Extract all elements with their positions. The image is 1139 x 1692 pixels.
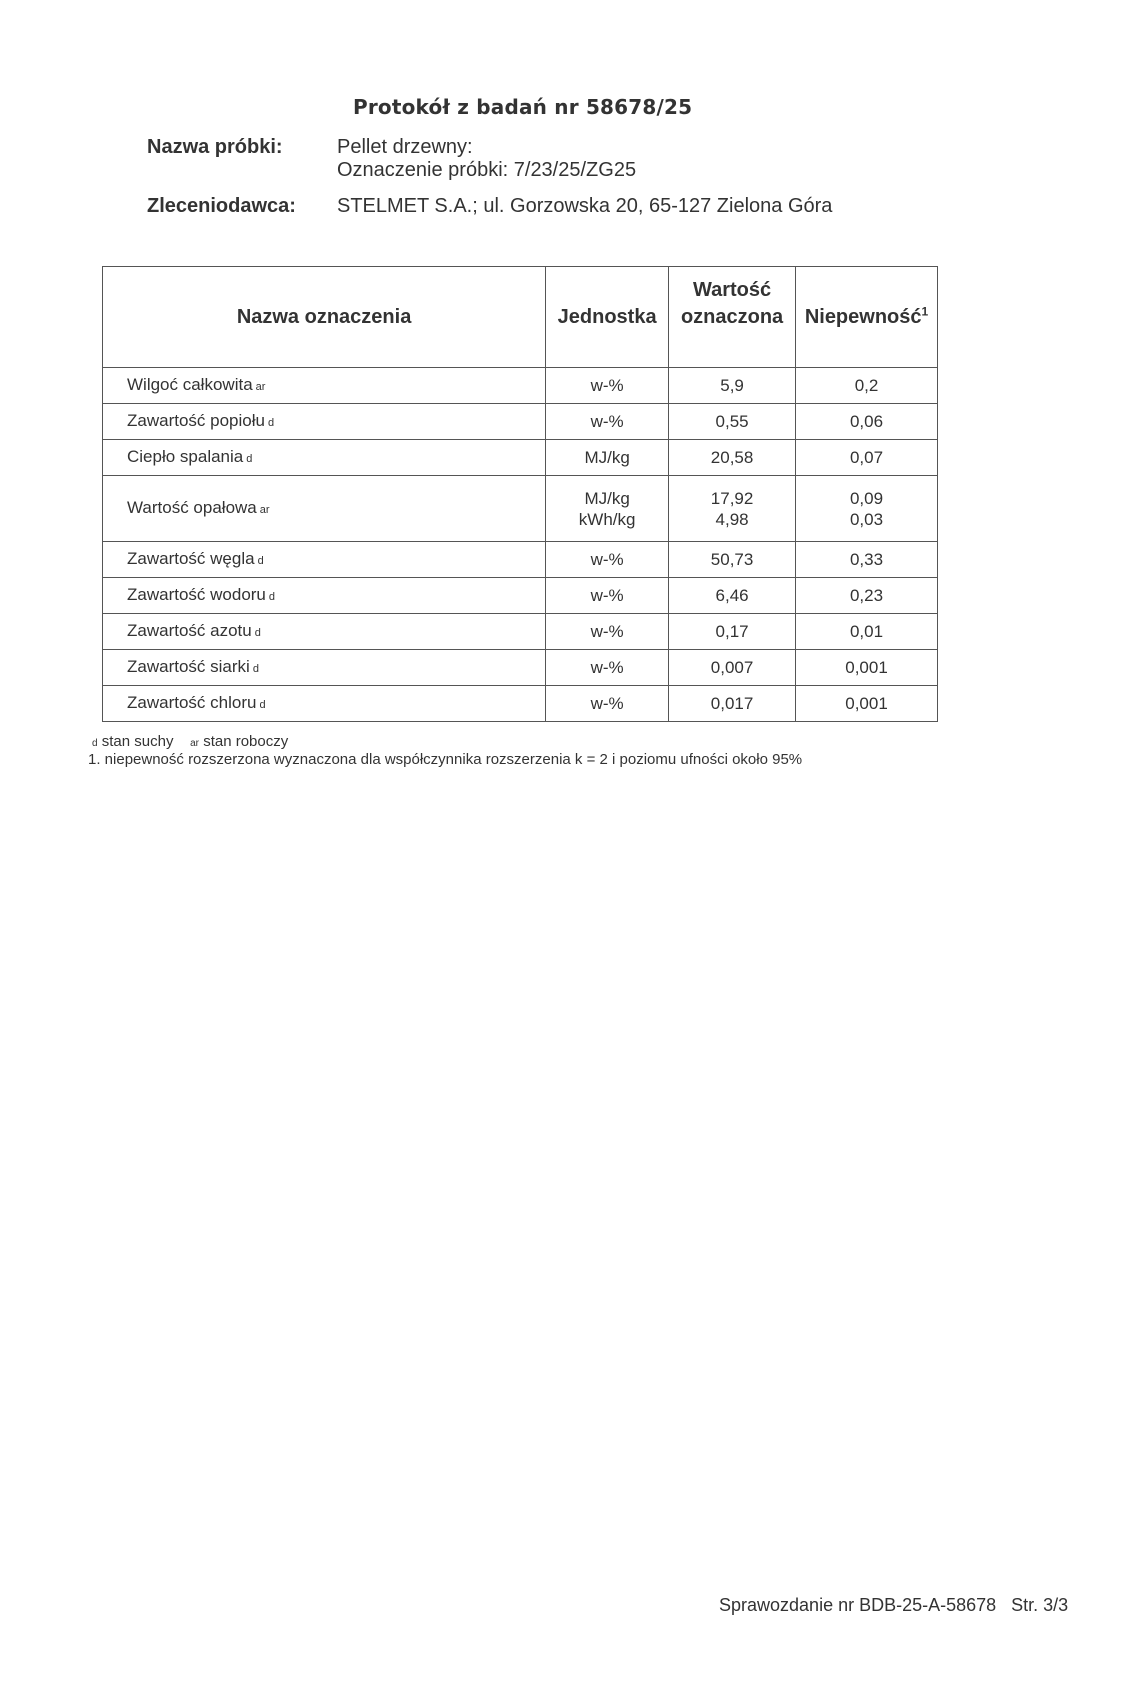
page-footer: Sprawozdanie nr BDB-25-A-58678 Str. 3/3 — [719, 1595, 1069, 1615]
table-row — [103, 368, 938, 404]
row-uncertainty: 0,2 — [796, 368, 938, 404]
row-uncertainty-line2: 0,03 — [849, 509, 884, 529]
legend-d-text: stan suchy — [101, 733, 174, 750]
row-name-sub: d — [252, 662, 259, 675]
uncertainty-footnote: 1. niepewność rozszerzona wyznaczona dla współczynnika rozszerzenia k = 2 i poziomu ufności około 95% — [88, 751, 803, 768]
table-header-row — [103, 267, 938, 368]
row-name-text: Zawartość wodoru — [127, 584, 266, 604]
row-name — [103, 650, 546, 686]
row-name — [103, 578, 546, 614]
row-unit: w-% — [546, 368, 669, 404]
row-name-sub: d — [246, 452, 253, 465]
row-name-sub: d — [254, 626, 261, 639]
header-name: Nazwa oznaczenia — [103, 267, 546, 368]
row-name — [103, 542, 546, 578]
header-value-line1: Wartość — [692, 279, 772, 301]
table-row — [103, 578, 938, 614]
legend-ar-sub: ar — [190, 738, 200, 749]
row-name-sub: ar — [255, 380, 266, 393]
table-row — [103, 542, 938, 578]
results-table — [102, 266, 938, 722]
row-value: 50,73 — [669, 542, 796, 578]
legend-note — [92, 733, 288, 750]
header-uncertainty — [796, 267, 938, 368]
header-value — [669, 267, 796, 368]
table-row — [103, 476, 938, 542]
row-uncertainty: 0,06 — [796, 404, 938, 440]
row-uncertainty: 0,33 — [796, 542, 938, 578]
sample-designation: Oznaczenie próbki: 7/23/25/ZG25 — [337, 159, 637, 181]
row-name-text: Zawartość azotu — [127, 620, 252, 640]
header-uncertainty-sup: 1 — [921, 304, 929, 319]
row-value-line1: 17,92 — [710, 488, 754, 508]
row-name-sub: d — [267, 416, 275, 429]
client-value: STELMET S.A.; ul. Gorzowska 20, 65-127 Zielona Góra — [337, 195, 833, 217]
row-uncertainty — [796, 476, 938, 542]
legend-d-sub: d — [92, 738, 98, 749]
row-name-text: Zawartość węgla — [127, 548, 255, 568]
row-value: 6,46 — [669, 578, 796, 614]
table-row — [103, 404, 938, 440]
row-uncertainty: 0,23 — [796, 578, 938, 614]
row-name-text: Ciepło spalania — [127, 446, 244, 466]
row-unit: w-% — [546, 686, 669, 722]
row-name-sub: ar — [259, 503, 270, 516]
row-name-sub: d — [257, 554, 264, 567]
row-unit: w-% — [546, 542, 669, 578]
table-row — [103, 686, 938, 722]
client-label: Zleceniodawca: — [147, 195, 296, 217]
row-unit-line1: MJ/kg — [584, 488, 630, 508]
row-value: 20,58 — [669, 440, 796, 476]
row-unit-line2: kWh/kg — [578, 509, 636, 529]
row-name-sub: d — [259, 698, 266, 711]
row-name-text: Zawartość siarki — [127, 656, 250, 676]
row-uncertainty: 0,001 — [796, 650, 938, 686]
row-uncertainty: 0,01 — [796, 614, 938, 650]
row-name — [103, 686, 546, 722]
table-row — [103, 440, 938, 476]
row-unit: w-% — [546, 404, 669, 440]
row-name-text: Wartość opałowa — [127, 497, 257, 517]
row-uncertainty-line1: 0,09 — [849, 488, 884, 508]
row-name-text: Zawartość popiołu — [127, 410, 265, 430]
row-value: 0,17 — [669, 614, 796, 650]
row-value: 5,9 — [669, 368, 796, 404]
legend-ar-text: stan roboczy — [203, 733, 289, 750]
row-unit: w-% — [546, 614, 669, 650]
table-row — [103, 650, 938, 686]
row-name — [103, 440, 546, 476]
sample-name-label: Nazwa próbki: — [147, 136, 283, 158]
row-value — [669, 476, 796, 542]
table-row — [103, 614, 938, 650]
sample-name-value: Pellet drzewny: — [337, 136, 473, 158]
header-unit: Jednostka — [546, 267, 669, 368]
row-value: 0,55 — [669, 404, 796, 440]
row-unit: w-% — [546, 650, 669, 686]
row-name — [103, 368, 546, 404]
row-name — [103, 614, 546, 650]
header-uncertainty-text: Niepewność — [804, 306, 922, 328]
row-uncertainty: 0,001 — [796, 686, 938, 722]
row-uncertainty: 0,07 — [796, 440, 938, 476]
row-name-text: Zawartość chloru — [127, 692, 257, 712]
report-title: Protokół z badań nr 58678/25 — [353, 95, 693, 119]
row-name-sub: d — [268, 590, 276, 603]
row-value-line2: 4,98 — [715, 509, 749, 529]
row-name-text: Wilgoć całkowita — [127, 374, 253, 394]
row-name — [103, 404, 546, 440]
row-value: 0,017 — [669, 686, 796, 722]
row-value: 0,007 — [669, 650, 796, 686]
header-value-line2: oznaczona — [680, 306, 784, 328]
row-unit: w-% — [546, 578, 669, 614]
row-unit — [546, 476, 669, 542]
row-name — [103, 476, 546, 542]
row-unit: MJ/kg — [546, 440, 669, 476]
